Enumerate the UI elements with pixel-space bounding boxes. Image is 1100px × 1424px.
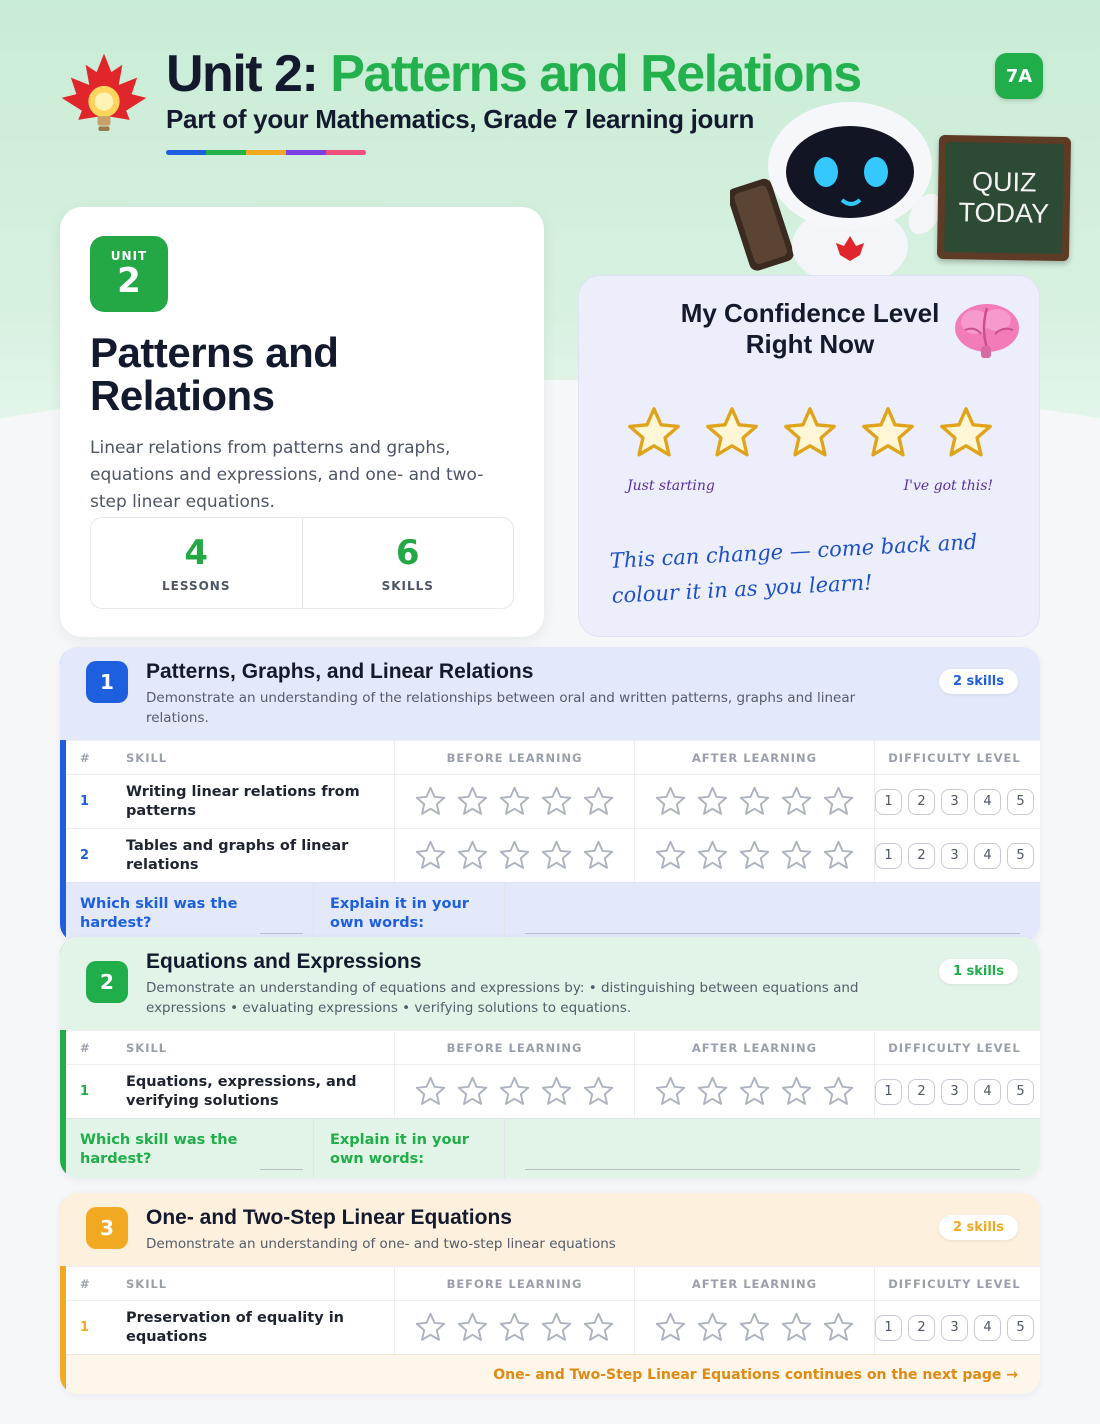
difficulty-option[interactable]: 5 [1007, 1315, 1034, 1341]
unit-badge [90, 236, 168, 312]
before-star-icon[interactable] [498, 1075, 531, 1108]
reflection-row [60, 1118, 1040, 1178]
stat-label: SKILLS [381, 579, 434, 593]
section-number: 1 [86, 661, 128, 703]
stat-label: LESSONS [162, 579, 231, 593]
section-header [60, 647, 1040, 740]
before-star-icon[interactable] [498, 1311, 531, 1344]
scale-high-label: I've got this! [903, 478, 993, 494]
hardest-skill-answer-line[interactable] [250, 883, 314, 942]
confidence-card [578, 275, 1040, 637]
confidence-star-icon[interactable] [937, 404, 995, 462]
after-star-icon[interactable] [654, 839, 687, 872]
difficulty-option[interactable]: 3 [941, 1315, 968, 1341]
grade-badge: 7A [995, 53, 1043, 99]
difficulty-option[interactable]: 3 [941, 789, 968, 815]
explain-answer-line[interactable] [504, 1119, 1040, 1178]
after-star-icon[interactable] [696, 1311, 729, 1344]
section-2 [60, 937, 1040, 1178]
confidence-title: My Confidence Level Right Now [680, 298, 940, 359]
after-star-icon[interactable] [654, 785, 687, 818]
skills-count-badge: 2 skills [939, 669, 1018, 694]
section-number: 2 [86, 961, 128, 1003]
before-star-icon[interactable] [414, 839, 447, 872]
section-title: Equations and Expressions [146, 950, 422, 973]
section-1 [60, 647, 1040, 942]
after-star-icon[interactable] [696, 1075, 729, 1108]
stat-skills [302, 518, 514, 608]
skills-count-badge: 2 skills [939, 1215, 1018, 1240]
difficulty-rating[interactable] [874, 775, 1034, 828]
quiz-today-chalkboard [937, 135, 1071, 261]
explain-prompt: Explain it in your own words: [330, 1132, 469, 1167]
chalkboard-line-2: TODAY [958, 197, 1050, 229]
confidence-star-icon[interactable] [703, 404, 761, 462]
col-difficulty: DIFFICULTY LEVEL [874, 1267, 1034, 1300]
after-rating[interactable] [634, 775, 874, 828]
difficulty-rating[interactable] [874, 1301, 1034, 1354]
skill-number: 1 [80, 1320, 90, 1335]
section-header [60, 937, 1040, 1030]
confidence-star-icon[interactable] [859, 404, 917, 462]
difficulty-rating[interactable] [874, 1065, 1034, 1118]
col-after: AFTER LEARNING [634, 1267, 874, 1300]
section-title: Patterns, Graphs, and Linear Relations [146, 660, 534, 683]
page-title-accent: Patterns and Relations [330, 45, 861, 103]
after-star-icon[interactable] [822, 1311, 855, 1344]
after-star-icon[interactable] [738, 1311, 771, 1344]
col-after: AFTER LEARNING [634, 1031, 874, 1064]
col-number: # [80, 1040, 91, 1055]
skill-number: 1 [80, 1084, 90, 1099]
col-skill: SKILL [126, 1276, 168, 1291]
stat-value: 4 [184, 533, 209, 573]
stat-value: 6 [395, 533, 420, 573]
robot-mascot-image [730, 96, 950, 276]
difficulty-option[interactable]: 3 [941, 1079, 968, 1105]
skill-number: 1 [80, 794, 90, 809]
after-star-icon[interactable] [822, 839, 855, 872]
skill-number: 2 [80, 848, 90, 863]
difficulty-option[interactable]: 1 [875, 1315, 902, 1341]
before-star-icon[interactable] [498, 785, 531, 818]
skills-table-header [60, 1266, 1040, 1300]
before-star-icon[interactable] [582, 785, 615, 818]
before-rating[interactable] [394, 829, 634, 882]
before-star-icon[interactable] [498, 839, 531, 872]
difficulty-rating[interactable] [874, 829, 1034, 882]
skills-table-header [60, 740, 1040, 774]
difficulty-option[interactable]: 1 [875, 843, 902, 869]
skills-table-header [60, 1030, 1040, 1064]
after-rating[interactable] [634, 829, 874, 882]
chalkboard-line-1: QUIZ [971, 166, 1037, 198]
section-title: One- and Two-Step Linear Equations [146, 1206, 512, 1229]
after-rating[interactable] [634, 1065, 874, 1118]
col-skill: SKILL [126, 1040, 168, 1055]
col-before: BEFORE LEARNING [394, 1031, 634, 1064]
rainbow-segment [326, 150, 366, 155]
after-star-icon[interactable] [780, 1075, 813, 1108]
before-star-icon[interactable] [414, 1311, 447, 1344]
col-number: # [80, 1276, 91, 1291]
difficulty-option[interactable]: 4 [974, 1315, 1001, 1341]
page-subtitle: Part of your Mathematics, Grade 7 learning journ [166, 104, 755, 134]
after-star-icon[interactable] [780, 839, 813, 872]
difficulty-option[interactable]: 2 [908, 843, 935, 869]
col-difficulty: DIFFICULTY LEVEL [874, 741, 1034, 774]
rainbow-segment [286, 150, 326, 155]
after-star-icon[interactable] [696, 839, 729, 872]
skill-row [60, 1064, 1040, 1118]
maple-leaf-bulb-icon [58, 50, 150, 142]
difficulty-option[interactable]: 5 [1007, 789, 1034, 815]
before-star-icon[interactable] [582, 1311, 615, 1344]
skill-row [60, 774, 1040, 828]
difficulty-option[interactable]: 5 [1007, 1079, 1034, 1105]
confidence-star-rating[interactable] [625, 404, 995, 462]
rainbow-segment [206, 150, 246, 155]
page-title [166, 44, 861, 104]
skill-name: Writing linear relations from patterns [126, 783, 360, 819]
difficulty-option[interactable]: 3 [941, 843, 968, 869]
unit-summary-card [60, 207, 544, 637]
before-rating[interactable] [394, 775, 634, 828]
after-star-icon[interactable] [696, 785, 729, 818]
before-star-icon[interactable] [540, 1075, 573, 1108]
before-star-icon[interactable] [540, 1311, 573, 1344]
skill-name: Equations, expressions, and verifying solutions [126, 1073, 357, 1109]
before-rating[interactable] [394, 1065, 634, 1118]
unit-title: Patterns and Relations [90, 329, 339, 419]
confidence-star-icon[interactable] [625, 404, 683, 462]
skills-count-badge: 1 skills [939, 959, 1018, 984]
difficulty-option[interactable]: 4 [974, 789, 1001, 815]
before-star-icon[interactable] [414, 785, 447, 818]
reflection-row [60, 882, 1040, 942]
after-star-icon[interactable] [822, 1075, 855, 1108]
page-title-prefix: Unit 2: [166, 45, 318, 103]
unit-description: Linear relations from patterns and graphs, equations and expressions, and one- and two-step linear equations. [90, 438, 484, 512]
before-rating[interactable] [394, 1301, 634, 1354]
after-star-icon[interactable] [780, 1311, 813, 1344]
before-star-icon[interactable] [456, 839, 489, 872]
before-star-icon[interactable] [456, 785, 489, 818]
explain-answer-line[interactable] [504, 883, 1040, 942]
section-number: 3 [86, 1207, 128, 1249]
after-star-icon[interactable] [654, 1075, 687, 1108]
skill-name: Tables and graphs of linear relations [126, 837, 349, 873]
after-star-icon[interactable] [738, 1075, 771, 1108]
before-star-icon[interactable] [456, 1075, 489, 1108]
rainbow-divider [166, 150, 366, 155]
continues-next-page-note: One- and Two-Step Linear Equations continues on the next page → [60, 1354, 1040, 1394]
before-star-icon[interactable] [582, 1075, 615, 1108]
hardest-skill-prompt: Which skill was the hardest? [80, 896, 238, 931]
after-star-icon[interactable] [738, 785, 771, 818]
before-star-icon[interactable] [582, 839, 615, 872]
skill-row [60, 1300, 1040, 1354]
unit-badge-label: UNIT [110, 249, 148, 263]
difficulty-option[interactable]: 2 [908, 1315, 935, 1341]
explain-prompt: Explain it in your own words: [330, 896, 469, 931]
difficulty-option[interactable]: 2 [908, 789, 935, 815]
col-number: # [80, 750, 91, 765]
after-rating[interactable] [634, 1301, 874, 1354]
brain-icon [951, 300, 1023, 362]
section-description: Demonstrate an understanding of equations and expressions by: • distinguishing between equations and expressions • evaluating expressions • verifying solutions to equations. [146, 980, 859, 1016]
col-difficulty: DIFFICULTY LEVEL [874, 1031, 1034, 1064]
stat-lessons [91, 518, 302, 608]
after-star-icon[interactable] [738, 839, 771, 872]
unit-badge-number: 2 [117, 261, 141, 301]
rainbow-segment [246, 150, 286, 155]
before-star-icon[interactable] [414, 1075, 447, 1108]
col-before: BEFORE LEARNING [394, 741, 634, 774]
after-star-icon[interactable] [654, 1311, 687, 1344]
difficulty-option[interactable]: 1 [875, 1079, 902, 1105]
confidence-note: This can change — come back and colour it in as you learn! [609, 529, 978, 608]
after-star-icon[interactable] [822, 785, 855, 818]
scale-low-label: Just starting [627, 478, 715, 494]
before-star-icon[interactable] [456, 1311, 489, 1344]
unit-stats [90, 517, 514, 609]
confidence-star-icon[interactable] [781, 404, 839, 462]
section-header [60, 1193, 1040, 1266]
before-star-icon[interactable] [540, 785, 573, 818]
difficulty-option[interactable]: 4 [974, 1079, 1001, 1105]
section-3 [60, 1193, 1040, 1394]
section-description: Demonstrate an understanding of the relationships between oral and written patterns, graphs and linear relations. [146, 690, 856, 726]
rainbow-segment [166, 150, 206, 155]
hardest-skill-prompt: Which skill was the hardest? [80, 1132, 238, 1167]
difficulty-option[interactable]: 4 [974, 843, 1001, 869]
after-star-icon[interactable] [780, 785, 813, 818]
hardest-skill-answer-line[interactable] [250, 1119, 314, 1178]
difficulty-option[interactable]: 1 [875, 789, 902, 815]
skill-row [60, 828, 1040, 882]
before-star-icon[interactable] [540, 839, 573, 872]
col-after: AFTER LEARNING [634, 741, 874, 774]
difficulty-option[interactable]: 2 [908, 1079, 935, 1105]
col-skill: SKILL [126, 750, 168, 765]
skill-name: Preservation of equality in equations [126, 1309, 345, 1345]
difficulty-option[interactable]: 5 [1007, 843, 1034, 869]
section-description: Demonstrate an understanding of one- and two-step linear equations [146, 1236, 616, 1252]
col-before: BEFORE LEARNING [394, 1267, 634, 1300]
